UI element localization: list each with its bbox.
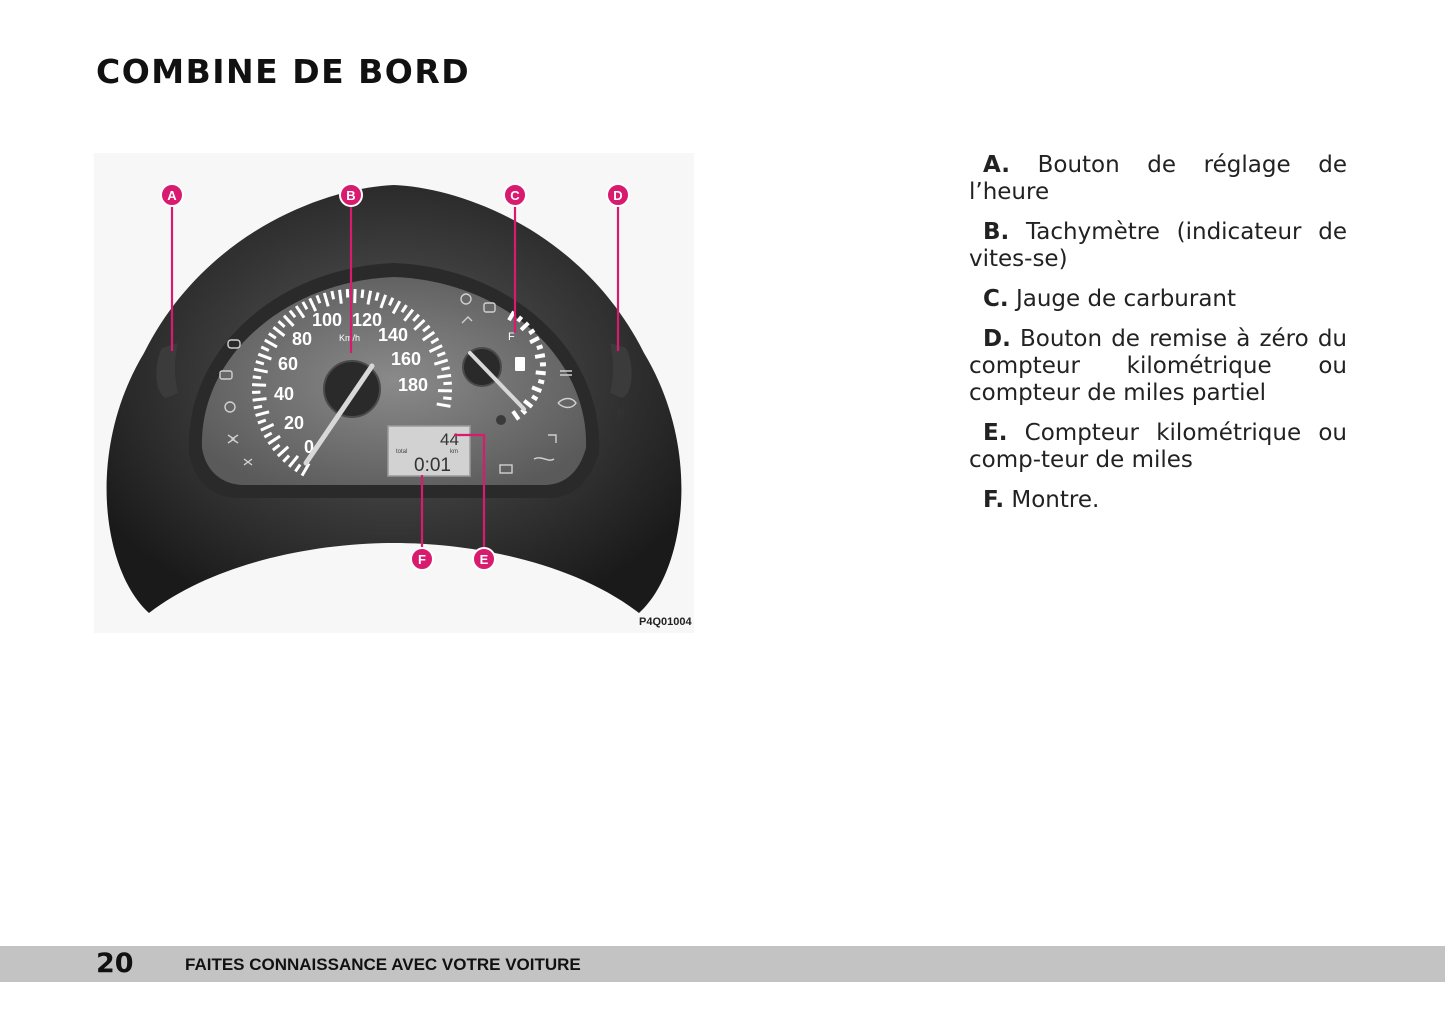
speed-label-160: 160 bbox=[391, 349, 422, 369]
speed-label-80: 80 bbox=[292, 329, 313, 349]
legend-item-e bbox=[969, 420, 1347, 474]
legend-key: D. bbox=[983, 326, 1011, 352]
fuel-full-label: F bbox=[508, 331, 515, 343]
lcd-km-label: km bbox=[450, 449, 458, 455]
legend-text: Jauge de carburant bbox=[1015, 286, 1237, 312]
callout-f bbox=[411, 548, 433, 570]
page-title: COMBINE DE BORD bbox=[96, 52, 471, 91]
callout-c bbox=[504, 184, 526, 206]
page-number: 20 bbox=[96, 948, 134, 979]
callout-e bbox=[473, 548, 495, 570]
gauge-tick bbox=[254, 406, 262, 408]
fuel-pump-icon bbox=[515, 357, 525, 371]
warning-lamp bbox=[496, 415, 506, 425]
legend-key: F. bbox=[983, 487, 1005, 513]
speed-unit: Km/h bbox=[339, 333, 361, 343]
legend-item-b bbox=[969, 219, 1347, 273]
speed-label-20: 20 bbox=[284, 413, 305, 433]
speed-label-120: 120 bbox=[352, 310, 383, 330]
gauge-tick bbox=[332, 291, 334, 299]
legend-text: Compteur kilométrique ou comp-teur de miles bbox=[969, 420, 1348, 473]
legend-text: Bouton de remise à zéro du compteur kilométrique ou compteur de miles partiel bbox=[969, 326, 1348, 406]
speed-label-40: 40 bbox=[274, 384, 295, 404]
legend-key: E. bbox=[983, 420, 1008, 446]
gauge-tick bbox=[529, 330, 534, 333]
callout-b bbox=[340, 184, 362, 206]
reset-button-label: R bbox=[617, 408, 625, 420]
callout-d bbox=[607, 184, 629, 206]
clock-button-label: ◷ bbox=[164, 408, 174, 420]
speed-label-140: 140 bbox=[378, 325, 409, 345]
legend-text: Bouton de réglage de l’heure bbox=[969, 152, 1347, 205]
legend-item-d bbox=[969, 326, 1347, 407]
gauge-tick bbox=[253, 377, 261, 378]
callout-a bbox=[161, 184, 183, 206]
gauge-tick bbox=[253, 399, 267, 401]
legend-key: C. bbox=[983, 286, 1009, 312]
svg-text:E: E bbox=[479, 552, 489, 567]
gauge-tick bbox=[538, 381, 544, 382]
svg-text:B: B bbox=[346, 188, 356, 203]
legend-item-f bbox=[969, 487, 1347, 514]
gauge-tick bbox=[362, 290, 363, 298]
legend-key: B. bbox=[983, 219, 1010, 245]
gauge-tick bbox=[252, 385, 266, 386]
speed-label-60: 60 bbox=[278, 354, 299, 374]
legend-item-c bbox=[969, 286, 1347, 313]
gauge-tick bbox=[536, 372, 546, 373]
figure-code: P4Q01004 bbox=[639, 616, 692, 628]
gauge-tick bbox=[537, 346, 543, 348]
legend-item-a bbox=[969, 152, 1347, 206]
speed-label-0: 0 bbox=[304, 437, 315, 457]
gauge-tick bbox=[340, 290, 342, 304]
svg-text:C: C bbox=[510, 188, 520, 203]
gauge-tick bbox=[376, 292, 378, 300]
svg-text:A: A bbox=[167, 188, 177, 203]
lcd-clock-value: 0:01 bbox=[414, 455, 451, 476]
gauge-tick bbox=[437, 375, 451, 377]
instrument-cluster-figure bbox=[94, 153, 694, 633]
legend-text: Montre. bbox=[1011, 487, 1100, 513]
gauge-tick bbox=[535, 355, 545, 357]
gauge-tick bbox=[443, 398, 451, 399]
legend-text: Tachymètre (indicateur de vites-se) bbox=[969, 219, 1347, 272]
section-title: FAITES CONNAISSANCE AVEC VOTRE VOITURE bbox=[185, 955, 581, 974]
speed-label-180: 180 bbox=[398, 375, 429, 395]
lcd-total-label: total bbox=[396, 449, 408, 455]
instrument-cluster-illustration bbox=[94, 153, 694, 633]
svg-text:D: D bbox=[613, 188, 623, 203]
lcd-trip-value: 44 bbox=[440, 430, 459, 449]
svg-text:F: F bbox=[418, 552, 426, 567]
legend-list bbox=[969, 152, 1347, 527]
legend-key: A. bbox=[983, 152, 1010, 178]
speed-label-100: 100 bbox=[312, 310, 343, 330]
gauge-tick bbox=[532, 396, 537, 399]
gauge-tick bbox=[441, 368, 449, 370]
